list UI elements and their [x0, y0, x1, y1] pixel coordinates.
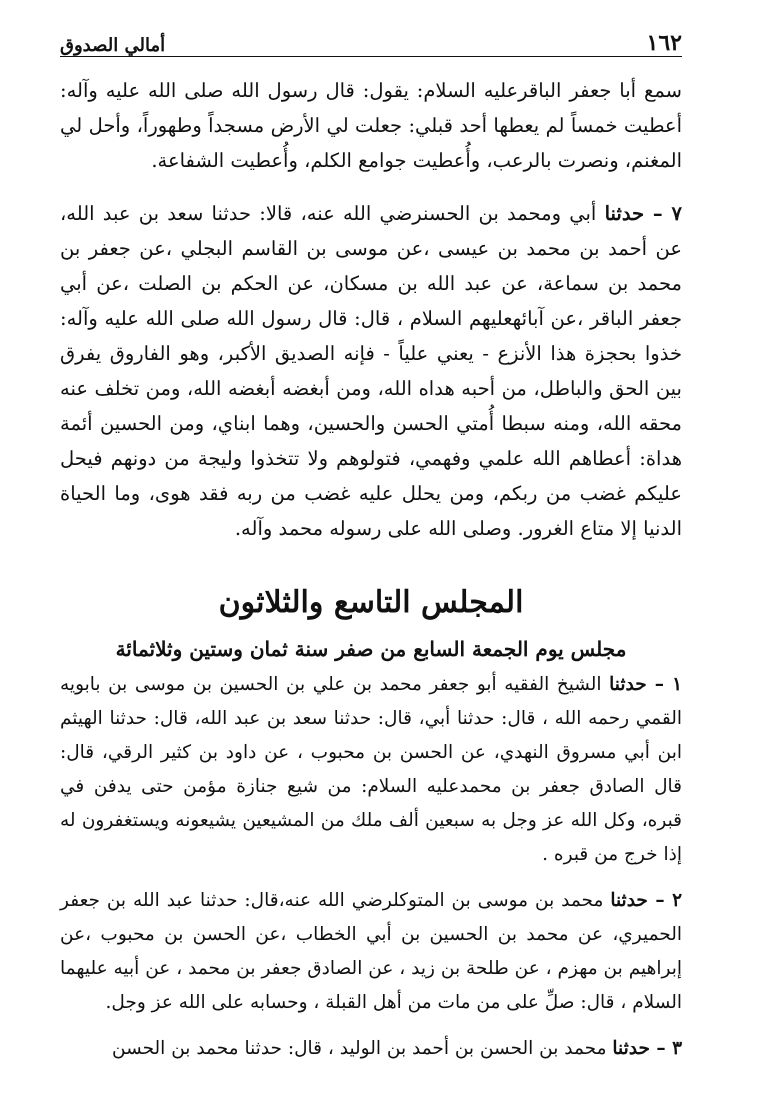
- paragraph-hadith-3: [60, 1032, 682, 1066]
- majlis-subtitle: مجلس يوم الجمعة السابع من صفر سنة ثمان وستين وثلاثمائة: [115, 637, 627, 661]
- majlis-title: المجلس التاسع والثلاثون: [218, 585, 524, 620]
- paragraph-text: محمد بن الحسن بن أحمد بن الوليد ، قال: حدثنا محمد بن الحسن: [112, 1038, 613, 1059]
- page: [60, 22, 682, 1066]
- paragraph-text: محمد بن موسى بن المتوكلرضي الله عنه،قال: حدثنا عبد الله بن جعفر الحميري، عن محمد بن الحسين بن أبي الخطاب ،عن الحسن بن محبوب ،عن إبراهيم بن مهزم ، عن طلحة بن زيد ، عن الصادق جعفر بن محمد ، عن أبيه عليهما السلام ، قال: صلِّ على من مات من أهل القبلة ، وحسابه على الله عز وجل.: [60, 890, 682, 1013]
- paragraph-lead: ٧ – حدثنا: [604, 202, 682, 225]
- paragraph-hadith-2: [60, 884, 682, 1020]
- paragraph-text: أبي ومحمد بن الحسنرضي الله عنه، قالا: حدثنا سعد بن عبد الله، عن أحمد بن محمد بن عيسى ،عن موسى بن القاسم البجلي ،عن جعفر بن محمد بن سماعة، عن عبد الله بن مسكان، عن الحكم بن الصلت ،عن أبي جعفر الباقر ،عن آبائهعليهم السلام ، قال: قال رسول الله صلى الله عليه وآله: خذوا بحجزة هذا الأنزع - يعني علياً - فإنه الصديق الأكبر، وهو الفاروق يفرق بين الحق والباطل، من أحبه هداه الله، ومن أبغضه أبغضه الله، ومن تخلف عنه محقه الله، ومنه سبطا أُمتي الحسن والحسين، وهما ابناي، ومن الحسين أئمة هداة: أعطاهم الله علمي وفهمي، فتولوهم ولا تتخذوا وليجة من دونهم فيحل عليكم غضب من ربكم، ومن يحلل عليه غضب من ربه فقد هوى، وما الحياة الدنيا إلا متاع الغرور. وصلى الله على رسوله محمد وآله.: [60, 202, 682, 540]
- paragraph-lead: ٢ – حدثنا: [610, 890, 682, 911]
- paragraph-lead: ٣ – حدثنا: [612, 1038, 682, 1059]
- running-header: [60, 22, 682, 57]
- paragraph-text: سمع أبا جعفر الباقرعليه السلام: يقول: قال رسول الله صلى الله عليه وآله: أعطيت خمساً لم يعطها أحد قبلي: جعلت لي الأرض مسجداً وطهوراً، وأحل لي المغنم، ونصرت بالرعب، وأُعطيت جوامع الكلم، وأُعطيت الشفاعة.: [60, 79, 682, 172]
- book-title: أمالي الصدوق: [60, 35, 166, 56]
- paragraph-hadith-7: [60, 196, 682, 546]
- paragraph-lead: ١ – حدثنا: [609, 674, 682, 695]
- paragraph-hadith-1: [60, 668, 682, 872]
- paragraph-hadith-6-end: [60, 73, 682, 178]
- page-number: ١٦٢: [646, 30, 682, 56]
- paragraph-text: الشيخ الفقيه أبو جعفر محمد بن علي بن الحسين بن موسى بن بابويه القمي رحمه الله ، قال: حدثنا أبي، قال: حدثنا سعد بن عبد الله، قال: حدثنا الهيثم ابن أبي مسروق النهدي، عن الحسن بن محبوب ، عن داود بن كثير الرقي، قال: قال الصادق جعفر بن محمدعليه السلام: من شيع جنازة مؤمن حتى يدفن في قبره، وكل الله عز وجل به سبعين ألف ملك من المشيعين يشيعونه ويستغفرون له إذا خرج من قبره .: [60, 674, 682, 865]
